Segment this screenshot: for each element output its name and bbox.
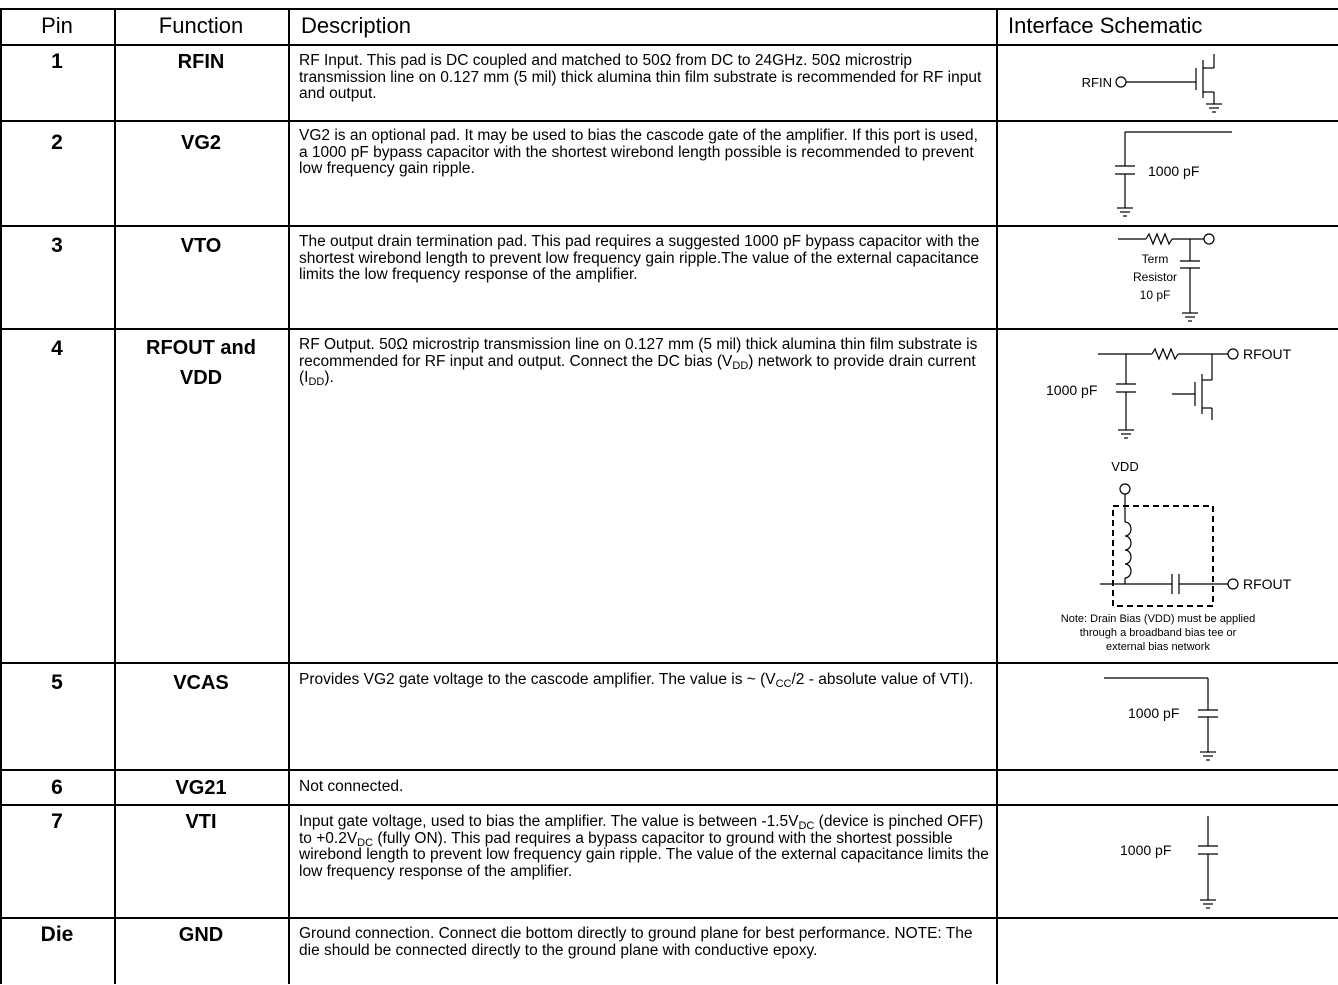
pin-description bbox=[299, 337, 989, 387]
pin-number: 6 bbox=[51, 776, 63, 799]
note-line: through a broadband bias tee or bbox=[1079, 627, 1237, 639]
pin-function: RFIN bbox=[177, 51, 225, 73]
table-divider-function bbox=[288, 8, 290, 984]
pin-function: GND bbox=[178, 924, 224, 946]
cap-label: 10 pF bbox=[1139, 288, 1171, 302]
terminal-icon bbox=[1116, 77, 1126, 87]
pin-description bbox=[299, 672, 989, 689]
note-line: Note: Drain Bias (VDD) must be applied bbox=[1060, 613, 1256, 625]
pin-function: VG2 bbox=[180, 132, 222, 154]
pin-description: Not connected. bbox=[299, 778, 404, 795]
terminal-icon bbox=[1204, 234, 1214, 244]
vto-schematic bbox=[1000, 227, 1336, 327]
pin-description: VG2 is an optional pad. It may be used to bias the cascode gate of the amplifier. If this port is used, a 1000 pF bypass capacitor with the shortest wirebond length possible is recommended to prevent low frequency gain ripple. bbox=[299, 127, 978, 177]
pin-function bbox=[116, 333, 286, 393]
rfin-label: RFIN bbox=[1081, 75, 1112, 90]
vg2-schematic bbox=[1000, 122, 1336, 223]
pin-number: 3 bbox=[51, 234, 63, 257]
terminal-icon bbox=[1228, 349, 1238, 359]
pin-function: VG21 bbox=[175, 777, 227, 799]
rfin-schematic bbox=[1000, 46, 1336, 118]
capacitor-icon bbox=[1180, 239, 1200, 321]
desc-subscript: DD bbox=[732, 359, 749, 372]
pin-number: 5 bbox=[51, 671, 63, 694]
resistor-label: Resistor bbox=[1132, 270, 1178, 284]
desc-text: /2 - absolute value of VTI). bbox=[791, 671, 974, 688]
pin-number: 4 bbox=[51, 337, 63, 360]
pin-number: Die bbox=[40, 923, 74, 946]
rfout-label: RFOUT bbox=[1243, 346, 1292, 362]
pin-function: VCAS bbox=[173, 672, 229, 694]
header-function: Function bbox=[158, 13, 244, 38]
pin-function: VTI bbox=[185, 811, 217, 833]
rfout-network-icon bbox=[1098, 349, 1228, 438]
cap-label: 1000 pF bbox=[1128, 705, 1180, 721]
rfout-label-2: RFOUT bbox=[1243, 576, 1292, 592]
pin-function-line2: VDD bbox=[179, 367, 223, 389]
desc-subscript: DC bbox=[798, 820, 815, 832]
vti-schematic bbox=[1000, 806, 1336, 916]
table-divider-description bbox=[996, 8, 998, 984]
cap-label: 1000 pF bbox=[1046, 382, 1098, 398]
vdd-label: VDD bbox=[1111, 459, 1139, 474]
term-label: Term bbox=[1141, 252, 1169, 266]
terminal-icon bbox=[1120, 484, 1130, 494]
desc-text: (device is pinched OFF) to +0.2V bbox=[299, 813, 984, 847]
pin-description: Ground connection. Connect die bottom directly to ground plane for best performance. NOTE: The die should be connected directly to the ground plane with conductive epoxy. bbox=[299, 925, 973, 959]
header-pin: Pin bbox=[41, 13, 73, 38]
pin-function: VTO bbox=[180, 235, 222, 257]
pin-description: RF Input. This pad is DC coupled and matched to 50Ω from DC to 24GHz. 50Ω microstrip transmission line on 0.127 mm (5 mil) thick alumina thin film substrate is recommended for RF input and output. bbox=[299, 52, 982, 102]
desc-text: RF Output. 50Ω microstrip transmission line on 0.127 mm (5 mil) thick alumina thin film substrate is recommended for RF input and output. Connect the DC bias (V bbox=[299, 336, 978, 370]
vcas-schematic bbox=[1000, 664, 1336, 768]
inductor-icon bbox=[1100, 494, 1228, 594]
pin-function-line1: RFOUT and bbox=[146, 337, 256, 359]
desc-subscript: DD bbox=[308, 376, 325, 388]
desc-text: Provides VG2 gate voltage to the cascode amplifier. The value is ~ (V bbox=[299, 671, 776, 688]
capacitor-icon bbox=[1198, 816, 1218, 908]
header-schematic: Interface Schematic bbox=[1008, 13, 1203, 38]
desc-subscript: CC bbox=[775, 678, 792, 690]
row-divider bbox=[0, 917, 1338, 919]
desc-subscript: DC bbox=[357, 836, 374, 849]
row-divider bbox=[0, 769, 1338, 771]
header-description: Description bbox=[301, 13, 412, 38]
pin-number: 1 bbox=[51, 50, 63, 73]
pin-number: 7 bbox=[51, 810, 63, 833]
desc-text: ) network to provide drain current (I bbox=[299, 352, 976, 386]
pin-description: The output drain termination pad. This pad requires a suggested 1000 pF bypass capacitor with the shortest wirebond length to prevent low frequency gain ripple.The value of the external capacitance limits the low frequency response of the amplifier. bbox=[299, 233, 980, 283]
resistor-icon bbox=[1118, 234, 1204, 244]
rfout-vdd-schematic bbox=[1000, 330, 1336, 660]
table-border-top bbox=[0, 8, 1338, 10]
desc-text: Input gate voltage, used to bias the amplifier. The value is between -1.5V bbox=[299, 813, 799, 830]
desc-text: (fully ON). This pad requires a bypass capacitor to ground with the shortest possible wirebond length to prevent low frequency gain ripple. The value of the external capacitance limits the low frequency response of the amplifier. bbox=[299, 829, 989, 880]
pin-number: 2 bbox=[51, 131, 63, 154]
terminal-icon bbox=[1228, 579, 1238, 589]
cap-label: 1000 pF bbox=[1120, 842, 1172, 858]
transistor-icon bbox=[1126, 54, 1222, 112]
cap-label: 1000 pF bbox=[1148, 163, 1200, 179]
desc-text: ). bbox=[324, 369, 334, 386]
bias-tee-box bbox=[1113, 506, 1213, 606]
pin-description bbox=[299, 814, 989, 880]
note-line: external bias network bbox=[1106, 641, 1210, 653]
